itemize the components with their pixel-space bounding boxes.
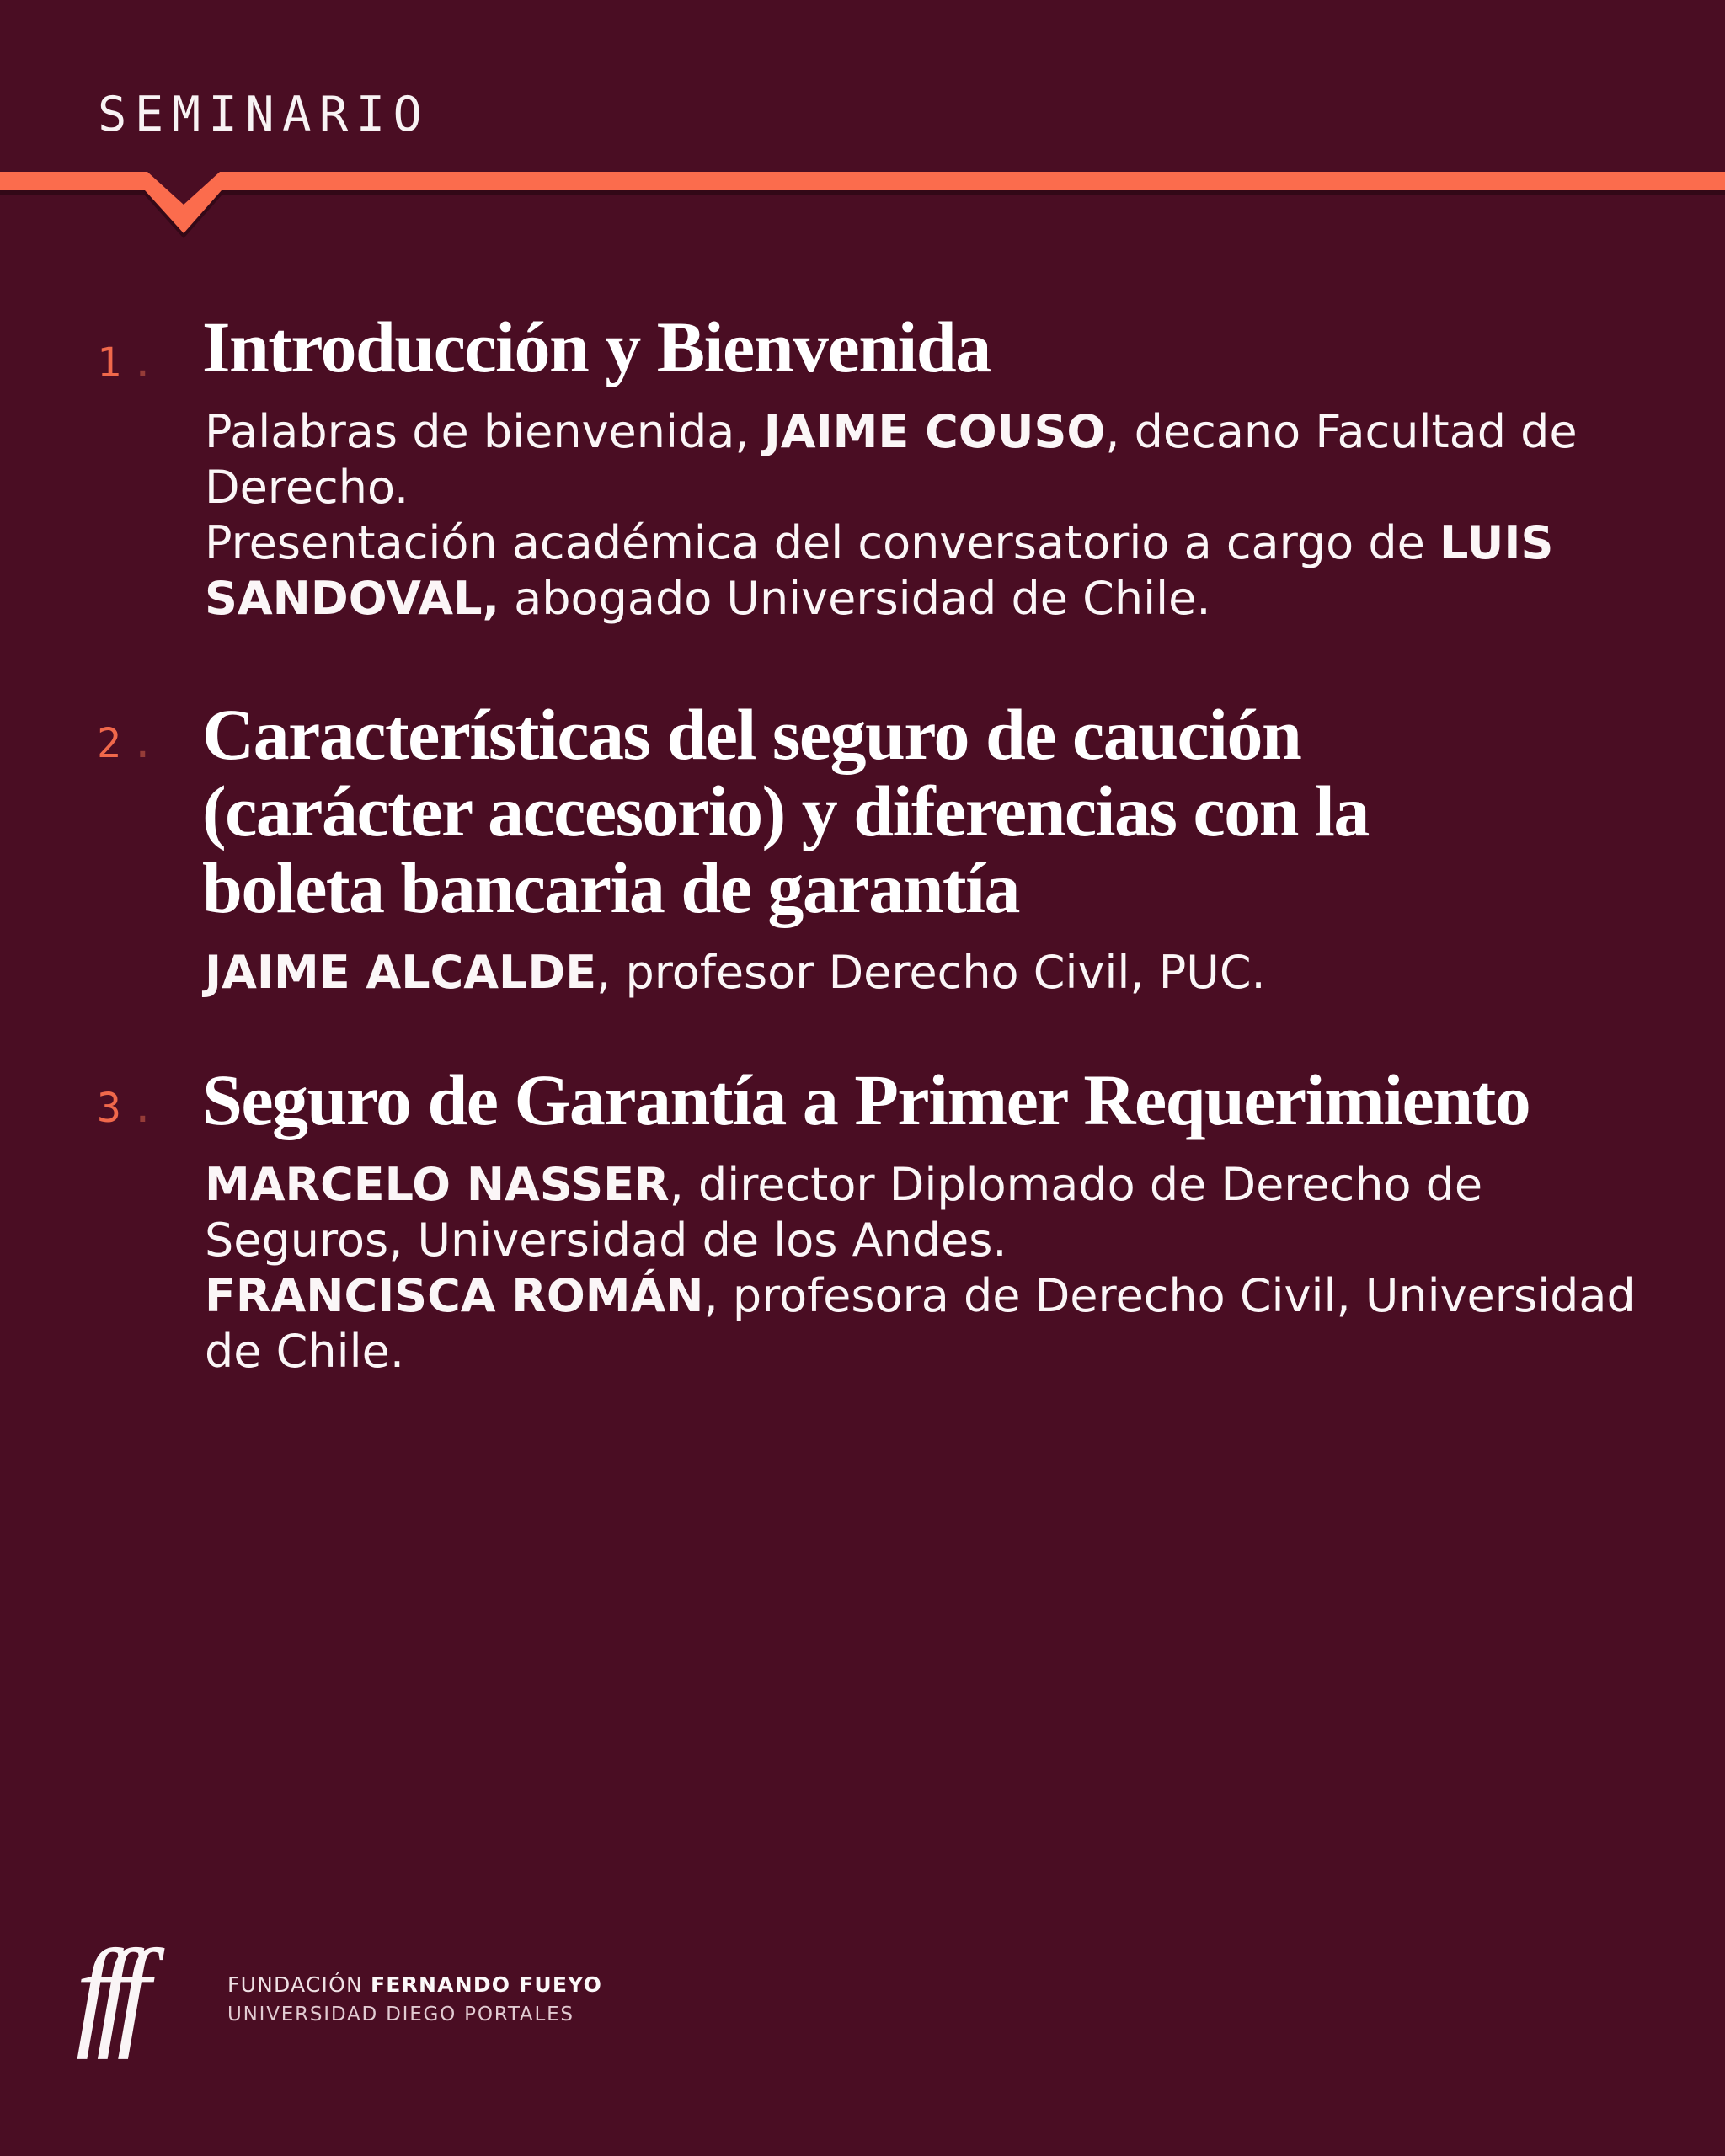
text-line: Presentación académica del conversatorio a cargo de LUIS [205,516,1554,569]
agenda-item-description [205,1157,1636,1380]
text-line: (carácter accesorio) y diferencias con la [202,771,1369,851]
fundacion-name [227,1972,602,1998]
item-number-dot: . [130,339,155,387]
item-number-dot: . [130,1085,155,1132]
agenda-item-description [205,404,1578,627]
fundacion-name-light: FUNDACIÓN [227,1972,371,1997]
text-line: JAIME ALCALDE, profesor Derecho Civil, PUC. [205,946,1266,999]
ribbon-divider [0,0,1725,286]
item-number-digit: 1 [97,339,121,387]
text-line: Introducción y Bienvenida [202,307,991,387]
item-number-digit: 3 [97,1085,121,1132]
agenda-item-number [97,1085,155,1132]
ribbon-chevron [0,172,1725,233]
fundacion-fff-logo-icon: fff [76,1925,137,2060]
text-line: Seguros, Universidad de los Andes. [205,1214,1007,1267]
item-number-dot: . [130,720,155,767]
agenda-item-number [97,339,155,387]
seminar-kicker: SEMINARIO [98,87,430,142]
text-line: Características del seguro de caución [202,694,1301,775]
agenda-item-title [202,696,1369,926]
text-line: boleta bancaria de garantía [202,847,1019,928]
text-line: Palabras de bienvenida, JAIME COUSO, decano Facultad de [205,405,1578,458]
fundacion-name-bold: FERNANDO FUEYO [371,1972,603,1997]
text-line: FRANCISCA ROMÁN, profesora de Derecho Civil, Universidad [205,1269,1636,1322]
agenda-item-title [202,1059,1530,1140]
item-number-digit: 2 [97,720,121,767]
agenda-item-description [205,945,1266,1001]
university-name: UNIVERSIDAD DIEGO PORTALES [227,2004,574,2025]
text-line: Seguro de Garantía a Primer Requerimiento [202,1059,1530,1140]
agenda-item-number [97,720,155,767]
text-line: de Chile. [205,1325,404,1378]
agenda-item-title [202,309,991,386]
text-line: MARCELO NASSER, director Diplomado de Derecho de [205,1158,1483,1211]
text-line: SANDOVAL, abogado Universidad de Chile. [205,572,1211,625]
text-line: Derecho. [205,461,409,514]
